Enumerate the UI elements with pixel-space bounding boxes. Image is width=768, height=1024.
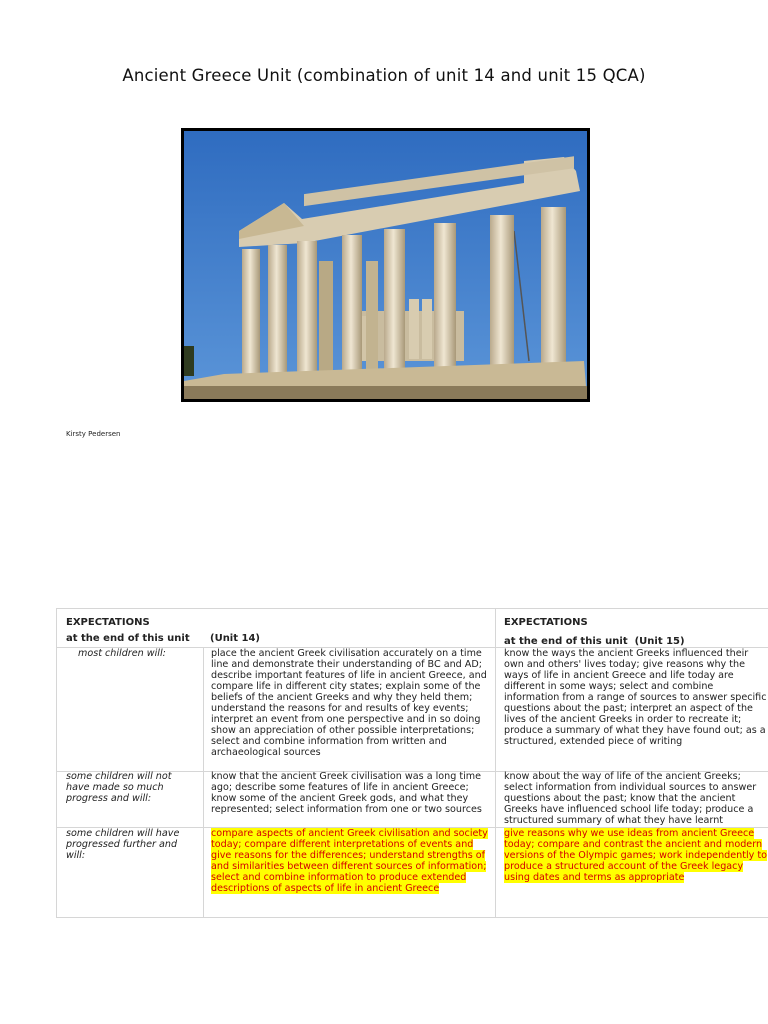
- row2-label: some children will not have made so much progress and will:: [66, 771, 172, 804]
- row3-label: some children will have progressed further and will:: [66, 828, 180, 861]
- row2-unit15: know about the way of life of the ancient Greeks; select information from individual sources to answer questions about the past; know that the ancient Greeks have influenced school life today; produce a structured summary of what they have learnt: [504, 771, 757, 825]
- row3-unit14-text: compare aspects of ancient Greek civilisation and society today; compare different interpretations of events and give reasons for the differences; understand strengths of and similarities between different sources of information; select and combine information to produce extended descriptions of aspects of life in ancient Greece: [211, 828, 488, 894]
- page-title: Ancient Greece Unit (combination of unit 14 and unit 15 QCA): [122, 66, 646, 85]
- parthenon-illustration: [184, 131, 587, 399]
- table-border-left: [56, 608, 57, 918]
- col1-header-line2: at the end of this unit: [66, 633, 190, 644]
- row1-label: most children will:: [78, 648, 166, 659]
- col3-header-line1: EXPECTATIONS: [504, 617, 588, 628]
- expectations-table: [56, 608, 768, 918]
- table-border-top: [56, 608, 768, 609]
- table-border-bottom: [56, 917, 768, 918]
- row2-unit14: know that the ancient Greek civilisation was a long time ago; describe some features of life in ancient Greece; know some of the ancient Greek gods, and what they represented; select information from one or two sources: [211, 771, 482, 815]
- table-rule-col1: [203, 647, 204, 918]
- parthenon-photo: [181, 128, 590, 402]
- author-name: Kirsty Pedersen: [66, 430, 121, 438]
- row1-unit15: know the ways the ancient Greeks influenced their own and others' lives today; give reasons why the ways of life in ancient Greece and life today are different in some ways; select and combine information from a range of sources to answer specific questions about the past; interpret an aspect of the lives of the ancient Greeks in order to recreate it; produce a summary of what they have found out; as a structured, extended piece of writing: [504, 648, 767, 747]
- table-rule-col2: [495, 608, 496, 918]
- row3-unit14: [211, 828, 489, 894]
- row3-unit15-text: give reasons why we use ideas from ancient Greece today; compare and contrast the ancient and modern versions of the Olympic games; work independently to produce a structured account of the Greek legacy using dates and terms as appropriate: [504, 828, 768, 883]
- row3-unit15: [504, 828, 768, 888]
- row1-unit14: place the ancient Greek civilisation accurately on a time line and demonstrate their understanding of BC and AD; describe important features of life in ancient Greece, and compare life in different city states; explain some of the beliefs of the ancient Greeks and why they held them; understand the reasons for and results of key events; interpret an event from one perspective and in so doing show an appreciation of other possible interpretations; select and combine information from written and archaeological sources: [211, 648, 487, 758]
- col2-header: (Unit 14): [210, 633, 260, 644]
- col1-header-line1: EXPECTATIONS: [66, 617, 150, 628]
- col3-header-line2: at the end of this unit (Unit 15): [504, 636, 685, 647]
